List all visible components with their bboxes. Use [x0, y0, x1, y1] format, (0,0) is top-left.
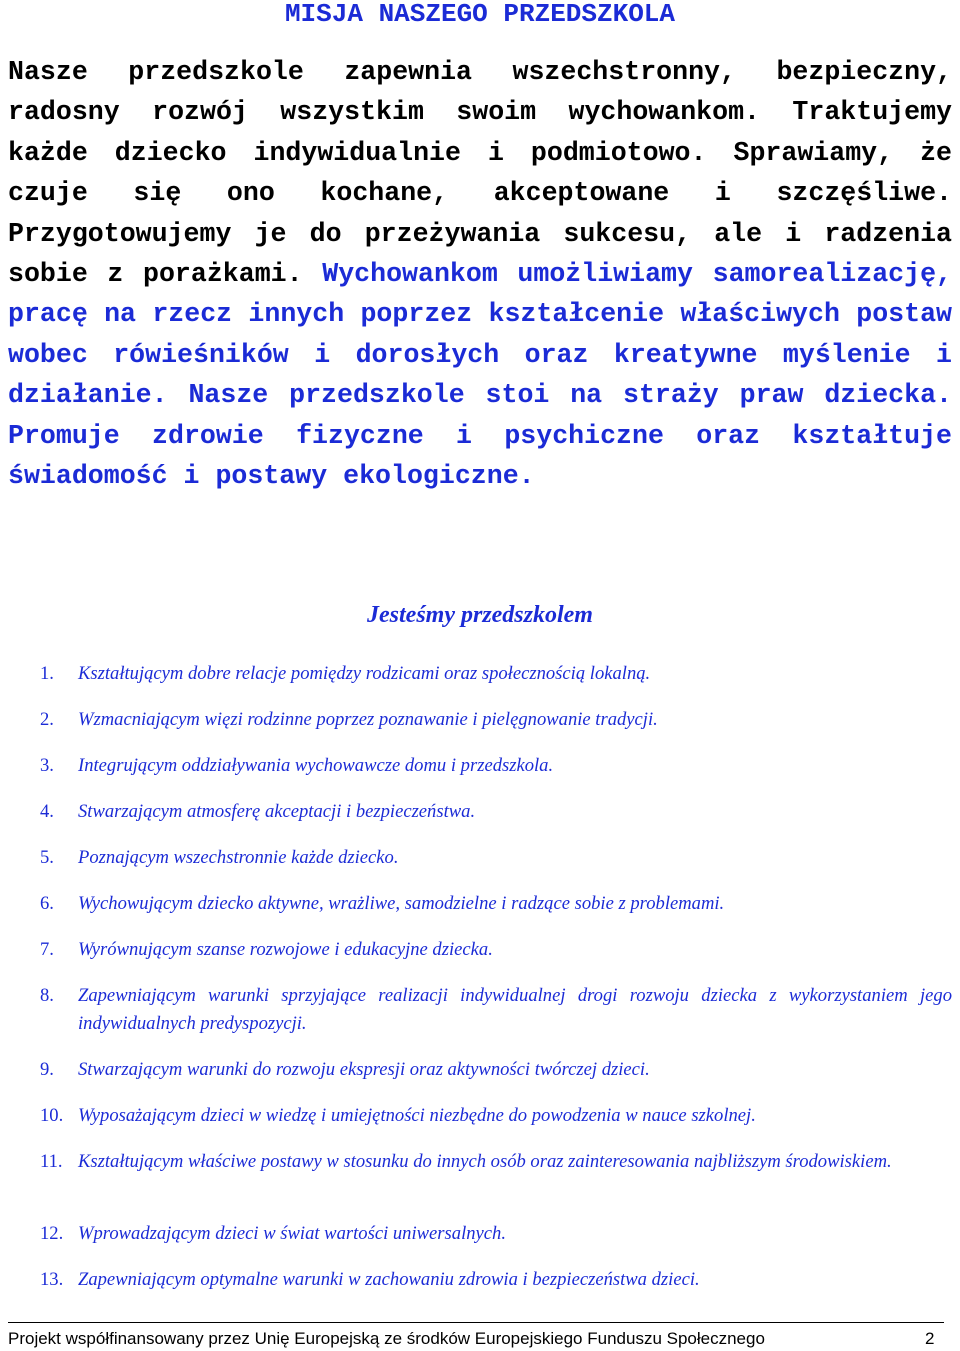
list-item-text: Wzmacniającym więzi rodzinne poprzez poznawanie i pielęgnowanie tradycji. — [78, 709, 658, 730]
list-item-text: Wprowadzającym dzieci w świat wartości uniwersalnych. — [78, 1223, 506, 1244]
list-item-text: Zapewniającym warunki sprzyjające realizacji indywidualnej drogi rozwoju dziecka z wykorzystaniem jego indywidualnych predyspozycji. — [78, 985, 952, 1034]
list-item-number: 8. — [40, 985, 54, 1006]
list-item-number: 5. — [40, 847, 54, 868]
list-item-number: 1. — [40, 663, 54, 684]
list-item-text: Poznającym wszechstronnie każde dziecko. — [78, 847, 399, 868]
list-item-number: 10. — [40, 1105, 64, 1126]
list-item-text: Stwarzającym atmosferę akceptacji i bezpieczeństwa. — [78, 801, 476, 822]
list-item-number: 7. — [40, 939, 54, 960]
list-item-number: 9. — [40, 1059, 54, 1080]
list-item-number: 12. — [40, 1223, 64, 1244]
list-item-number: 11. — [40, 1151, 63, 1172]
mission-text-part2: Wychowankom umożliwiamy samorealizację, pracę na rzecz innych poprzez kształcenie właściwych postaw wobec rówieśników i dorosłych oraz kreatywne myślenie i działanie. Nasze przedszkole stoi na straży praw dziecka. Promuje zdrowie fizyczne i psychiczne oraz kształtuje świadomość i postawy ekologiczne. — [8, 259, 952, 492]
list-item-text: Stwarzającym warunki do rozwoju ekspresji oraz aktywności twórczej dzieci. — [78, 1059, 650, 1080]
list-item-text: Wyposażającym dzieci w wiedzę i umiejętności niezbędne do powodzenia w nauce szkolnej. — [78, 1105, 756, 1126]
list-item-number: 13. — [40, 1269, 64, 1290]
list-item-text: Kształtującym właściwe postawy w stosunku do innych osób oraz zainteresowania najbliższym środowiskiem. — [78, 1151, 892, 1172]
list-item-number: 4. — [40, 801, 54, 822]
list-item-number: 6. — [40, 893, 54, 914]
list-item-number: 2. — [40, 709, 54, 730]
footer-divider — [8, 1322, 944, 1323]
list-item-text: Kształtującym dobre relacje pomiędzy rodzicami oraz społecznością lokalną. — [78, 663, 651, 684]
page-title: MISJA NASZEGO PRZEDSZKOLA — [284, 0, 676, 29]
list-item-text: Zapewniającym optymalne warunki w zachowaniu zdrowia i bezpieczeństwa dzieci. — [78, 1269, 700, 1290]
footer-text: Projekt współfinansowany przez Unię Europejską ze środków Europejskiego Funduszu Społecznego — [8, 1329, 765, 1348]
list-item-number: 3. — [40, 755, 54, 776]
list-item-text: Wychowującym dziecko aktywne, wrażliwe, samodzielne i radzące sobie z problemami. — [78, 893, 725, 914]
section-subheading: Jesteśmy przedszkolem — [367, 602, 593, 628]
page-number: 2 — [925, 1329, 935, 1348]
list-item-text: Wyrównującym szanse rozwojowe i edukacyjne dziecka. — [78, 939, 493, 960]
mission-paragraph — [8, 52, 952, 496]
mission-text-part1: Nasze przedszkole zapewnia wszechstronny, bezpieczny, radosny rozwój wszystkim swoim wychowankom. Traktujemy każde dziecko indywidualnie i podmiotowo. Sprawiamy, że czuje się ono kochane, akceptowane i szczęśliwe. Przygotowujemy je do przeżywania sukcesu, ale i radzenia sobie z porażkami. — [8, 57, 952, 290]
list-item-text: Integrującym oddziaływania wychowawcze domu i przedszkola. — [78, 755, 554, 776]
